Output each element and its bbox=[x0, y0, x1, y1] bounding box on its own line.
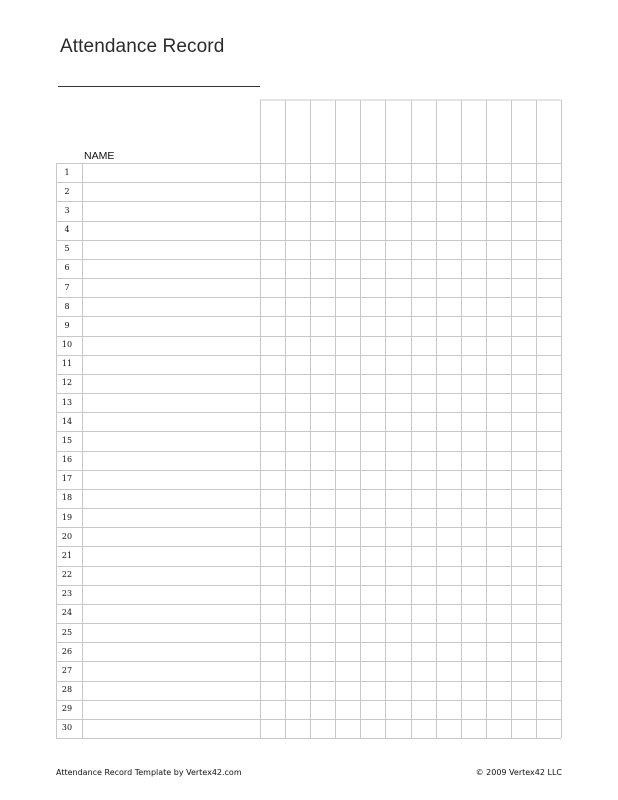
row-number: 4 bbox=[64, 225, 70, 235]
row-number: 23 bbox=[61, 589, 73, 599]
name-column-header: NAME bbox=[84, 150, 115, 162]
page-title: Attendance Record bbox=[60, 36, 225, 57]
row-number: 29 bbox=[61, 704, 73, 714]
row-number: 3 bbox=[64, 205, 70, 215]
footer-copyright: © 2009 Vertex42 LLC bbox=[475, 768, 562, 777]
row-number: 20 bbox=[61, 531, 73, 541]
row-number: 11 bbox=[61, 359, 73, 369]
row-number: 21 bbox=[61, 550, 73, 560]
row-number: 26 bbox=[61, 646, 73, 656]
row-number: 14 bbox=[61, 416, 73, 426]
footer-credit: Attendance Record Template by Vertex42.com bbox=[56, 768, 242, 777]
row-number: 28 bbox=[61, 685, 73, 695]
row-number: 9 bbox=[64, 320, 70, 330]
row-number: 6 bbox=[64, 263, 70, 273]
row-number: 19 bbox=[61, 512, 73, 522]
row-number: 16 bbox=[61, 455, 73, 465]
row-number: 1 bbox=[64, 167, 70, 177]
row-number: 27 bbox=[61, 665, 73, 675]
row-number: 2 bbox=[64, 186, 70, 196]
row-number: 15 bbox=[61, 435, 73, 445]
row-number: 17 bbox=[61, 474, 73, 484]
row-number: 5 bbox=[64, 244, 70, 254]
row-number: 24 bbox=[61, 608, 73, 618]
row-number: 13 bbox=[61, 397, 73, 407]
row-number: 30 bbox=[61, 723, 73, 733]
row-number: 8 bbox=[64, 301, 70, 311]
row-number: 22 bbox=[61, 570, 73, 580]
row-number: 18 bbox=[61, 493, 73, 503]
row-number: 10 bbox=[61, 340, 73, 350]
row-number: 12 bbox=[61, 378, 73, 388]
row-number: 7 bbox=[64, 282, 70, 292]
row-number: 25 bbox=[61, 627, 73, 637]
